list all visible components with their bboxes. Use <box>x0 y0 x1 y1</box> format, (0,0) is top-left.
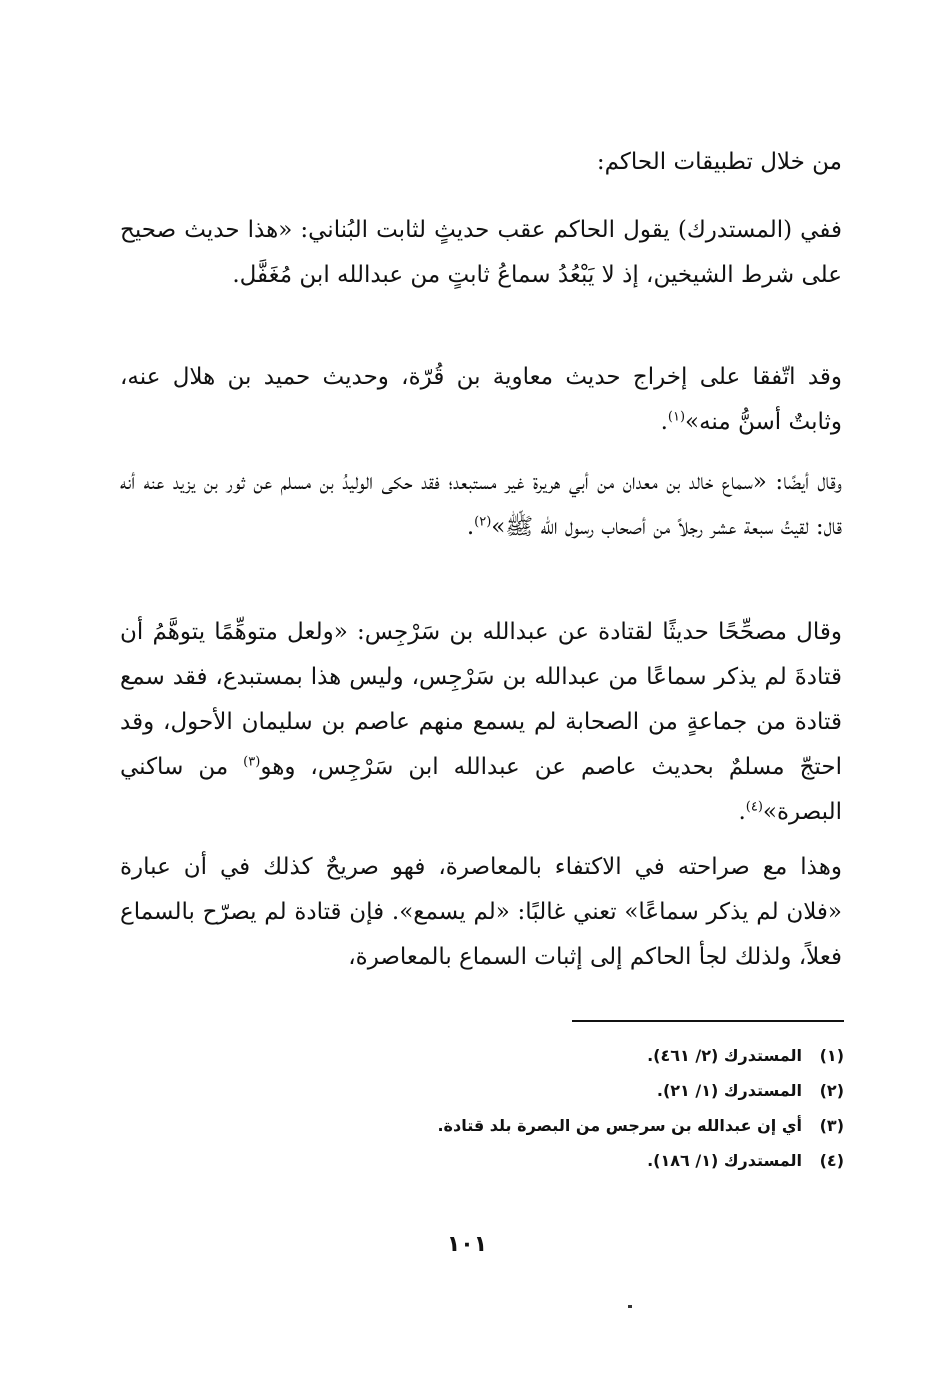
paragraph-1 <box>120 208 842 298</box>
footnote-3 <box>380 1108 844 1143</box>
paragraph-3-end: . <box>466 514 475 540</box>
footnote-text: المستدرك (٢/ ٤٦١). <box>647 1046 802 1065</box>
footnote-number: (٤) <box>819 1151 844 1170</box>
paragraph-1-text: ففي (المستدرك) يقول الحاكم عقب حديثٍ لثابت البُناني: «هذا حديث صحيح على شرط الشيخين، إذ لا يَبْعُدُ سماعُ ثابتٍ من عبدالله ابن مُغَفَّل. <box>120 217 842 288</box>
footnote-4 <box>380 1143 844 1178</box>
intro-line: من خلال تطبيقات الحاكم: <box>596 149 842 175</box>
page-number: ١٠١ <box>446 1232 488 1257</box>
paragraph-2 <box>120 355 842 445</box>
paragraph-3-text: وقال أيضًا: «سماع خالد بن معدان من أبي هريرة غير مستبعد؛ فقد حكى الوليدُ بن مسلم عن ثور بن يزيد عنه أنه قال: لقيتُ سبعة عشر رجلاً من أصحاب رسول الله ﷺ» <box>120 469 842 540</box>
footnotes-section <box>380 1038 844 1178</box>
footnote-ref-4[interactable]: (٤) <box>745 799 763 815</box>
paragraph-2-text: وقد اتّفقا على إخراج حديث معاوية بن قُرّة، وحديث حميد بن هلال عنه، وثابتٌ أسنُّ منه» <box>120 364 842 435</box>
footnote-1 <box>380 1038 844 1073</box>
paragraph-5-text: وهذا مع صراحته في الاكتفاء بالمعاصرة، فهو صريحٌ كذلك في أن عبارة «فلان لم يذكر سماعًا» تعني غالبًا: «لم يسمع». فإن قتادة لم يصرّح بالسماع فعلاً، ولذلك لجأ الحاكم إلى إثبات السماع بالمعاصرة، <box>120 854 842 970</box>
footnote-text: أي إن عبدالله بن سرجس من البصرة بلد قتادة. <box>437 1116 802 1135</box>
paragraph-4-text-b: من ساكني البصرة» <box>120 754 842 825</box>
paragraph-4-end: . <box>738 799 746 825</box>
paragraph-3 <box>120 460 842 550</box>
paragraph-4-text-a: وقال مصحِّحًا حديثًا لقتادة عن عبدالله بن سَرْجِس: «ولعل متوهِّمًا يتوهَّمُ أن قتادةَ لم يذكر سماعًا من عبدالله بن سَرْجِس، وليس هذا بمستبدع، فقد سمع قتادة من جماعةٍ من الصحابة لم يسمع منهم عاصم بن سليمان الأحول، وقد احتجّ مسلمٌ بحديث عاصم عن عبدالله ابن سَرْجِس، وهو <box>120 619 842 780</box>
paragraph-5 <box>120 845 842 980</box>
scan-speck <box>628 1305 632 1308</box>
footnote-number: (١) <box>819 1046 844 1065</box>
footnote-ref-2[interactable]: (٢) <box>474 514 492 530</box>
footnote-2 <box>380 1073 844 1108</box>
footnote-text: المستدرك (١/ ٢١). <box>656 1081 802 1100</box>
section-intro <box>120 140 842 185</box>
paragraph-2-end: . <box>660 409 668 435</box>
paragraph-4 <box>120 610 842 835</box>
footnote-number: (٣) <box>819 1116 844 1135</box>
footnote-text: المستدرك (١/ ١٨٦). <box>647 1151 802 1170</box>
footnote-separator <box>572 1020 844 1022</box>
footnote-ref-1[interactable]: (١) <box>667 409 686 425</box>
footnote-ref-3[interactable]: (٣) <box>243 754 261 770</box>
footnote-number: (٢) <box>819 1081 844 1100</box>
